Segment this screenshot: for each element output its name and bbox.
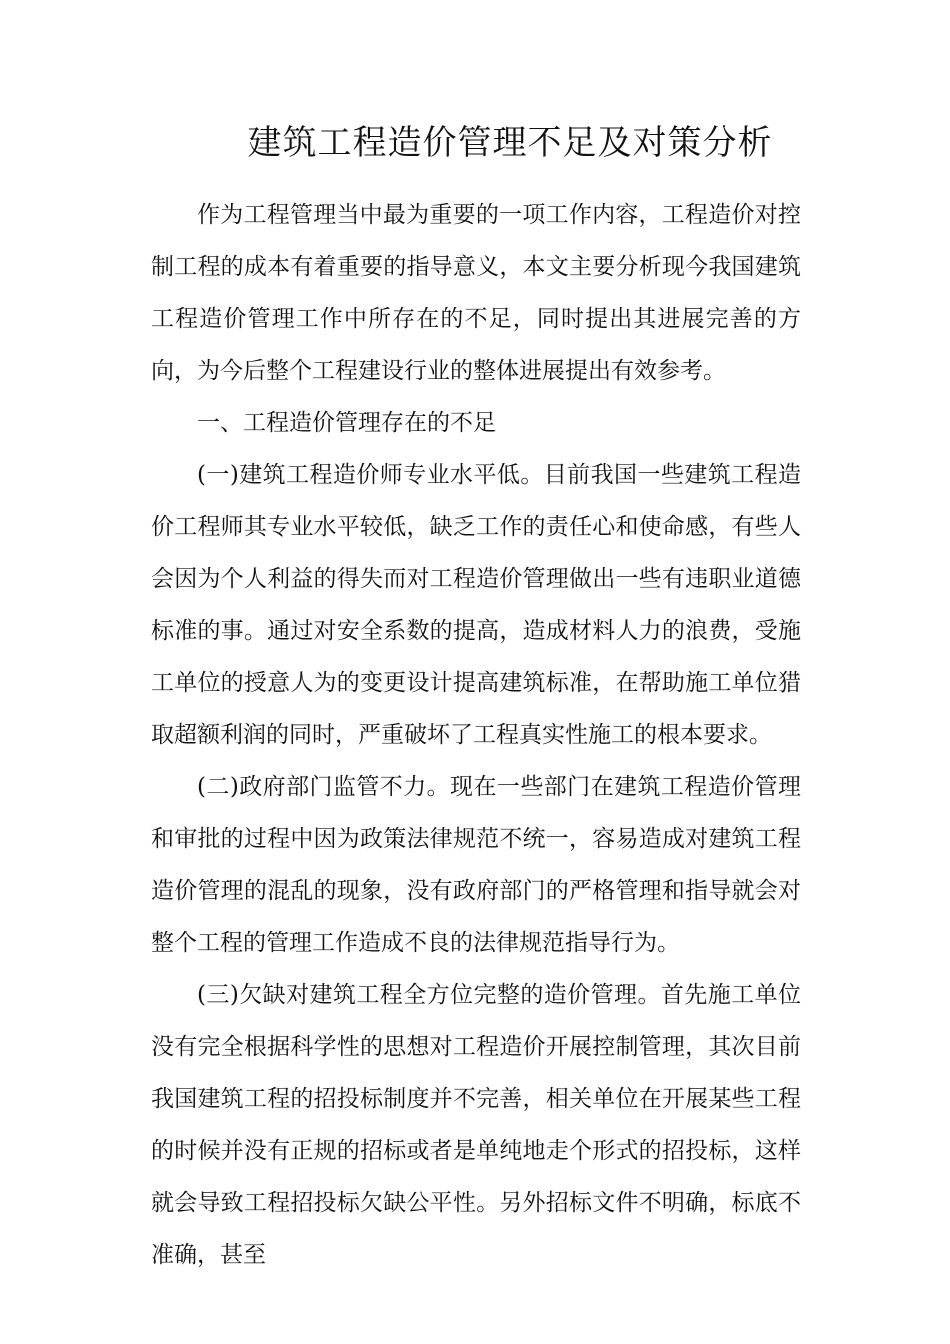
paragraph-point-1: (一)建筑工程造价师专业水平低。目前我国一些建筑工程造价工程师其专业水平较低，缺乏工作的责任心和使命感，有些人会因为个人利益的得失而对工程造价管理做出一些有违职业道德标准的事。通过对安全系数的提高，造成材料人力的浪费，受施工单位的授意人为的变更设计提高建筑标准，在帮助施工单位猎取超额利润的同时，严重破坏了工程真实性施工的根本要求。 [151,462,801,748]
paragraph-point-3: (三)欠缺对建筑工程全方位完整的造价管理。首先施工单位没有完全根据科学性的思想对工程造价开展控制管理，其次目前我国建筑工程的招投标制度并不完善，相关单位在开展某些工程的时候并没有正规的招标或者是单纯地走个形式的招投标，这样就会导致工程招投标欠缺公平性。另外招标文件不明确，标底不准确，甚至 [151,982,801,1268]
document-title: 建筑工程造价管理不足及对策分析 [247,123,773,163]
paragraph-intro: 作为工程管理当中最为重要的一项工作内容，工程造价对控制工程的成本有着重要的指导意义，本文主要分析现今我国建筑工程造价管理工作中所存在的不足，同时提出其进展完善的方向，为今后整个工程建设行业的整体进展提出有效参考。 [151,202,801,384]
paragraph-point-2: (二)政府部门监管不力。现在一些部门在建筑工程造价管理和审批的过程中因为政策法律规范不统一，容易造成对建筑工程造价管理的混乱的现象，没有政府部门的严格管理和指导就会对整个工程的管理工作造成不良的法律规范指导行为。 [151,774,801,956]
document-body [151,189,801,1281]
section-heading-1: 一、工程造价管理存在的不足 [197,410,496,436]
